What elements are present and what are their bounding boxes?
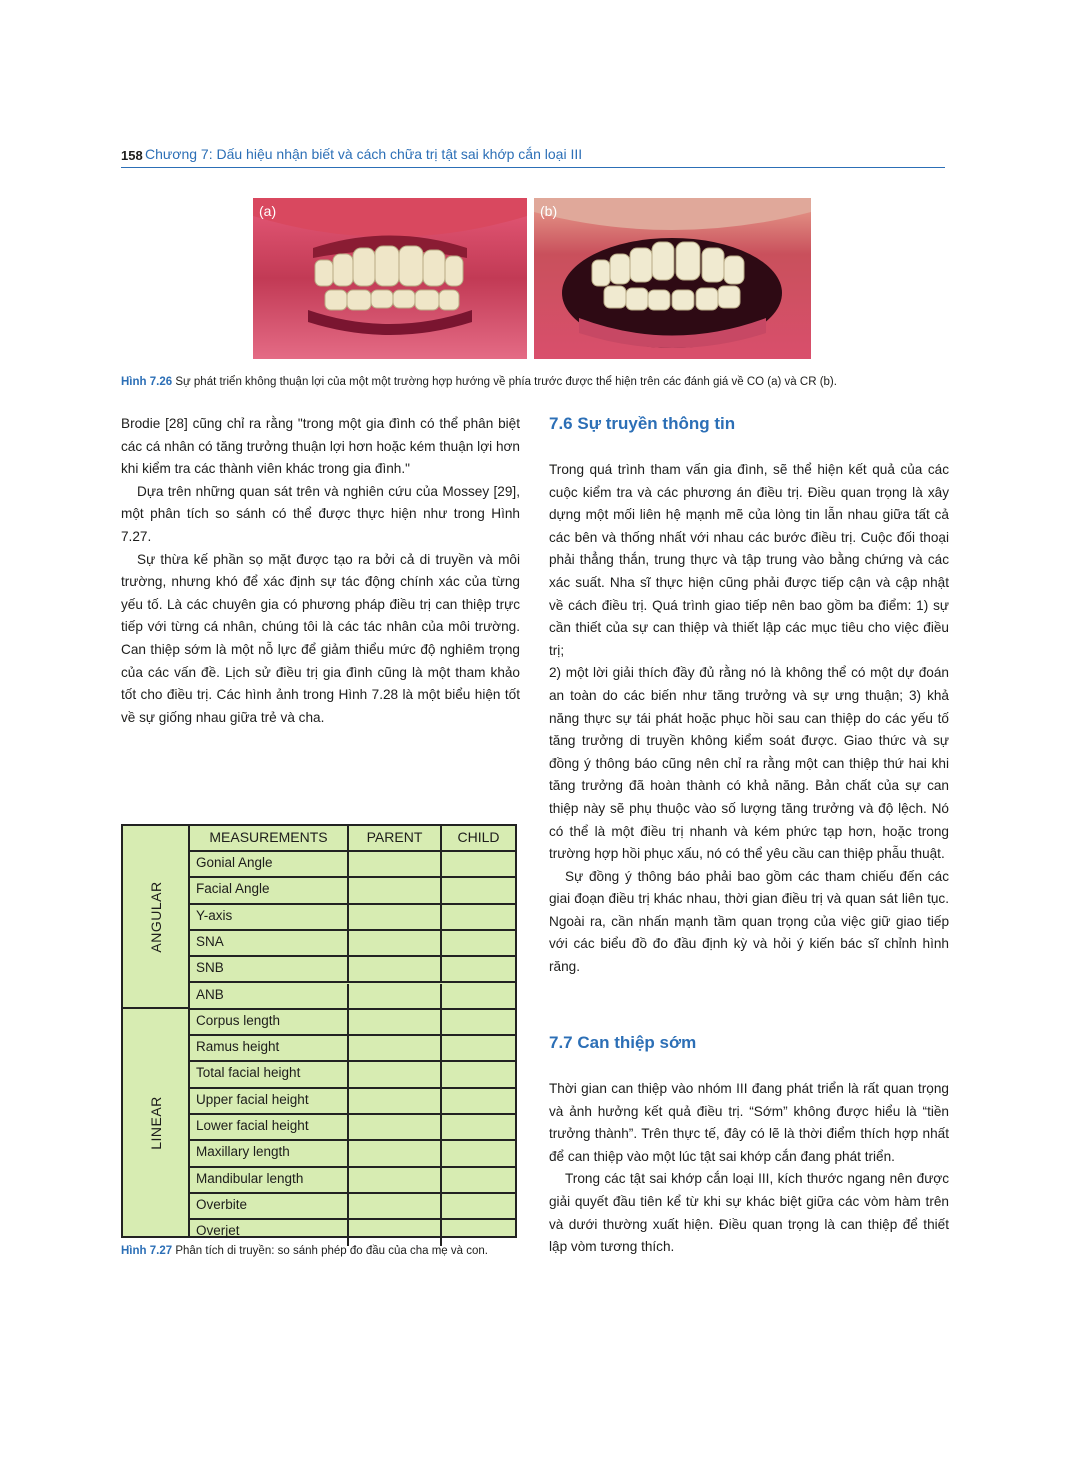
parent-value-cell (349, 1141, 442, 1165)
section-76-body (549, 459, 949, 979)
measurement-name: SNA (190, 931, 349, 955)
child-value-cell (442, 1115, 515, 1139)
section-heading-76: 7.6 Sự truyền thông tin (549, 414, 736, 433)
child-value-cell (442, 878, 515, 902)
child-value-cell (442, 1168, 515, 1192)
header-child: CHILD (442, 826, 515, 852)
figure-727-label: Hình 7.27 (121, 1245, 173, 1257)
table-row (190, 1089, 515, 1115)
parent-value-cell (349, 957, 442, 981)
parent-value-cell (349, 1062, 442, 1086)
section-77-body (549, 1078, 949, 1259)
child-value-cell (442, 905, 515, 929)
child-value-cell (442, 1089, 515, 1113)
parent-value-cell (349, 1036, 442, 1060)
table-row (190, 1168, 515, 1194)
table-row (190, 1194, 515, 1220)
measurement-table (121, 824, 517, 1238)
measurement-name: Mandibular length (190, 1168, 349, 1192)
table-row (190, 1062, 515, 1088)
child-value-cell (442, 931, 515, 955)
paragraph: Brodie [28] cũng chỉ ra rằng "trong một gia đình có thể phân biệt các cá nhân có tăng trưởng thuận lợi hơn hoặc kém thuận lợi hơn khi kiểm tra các thành viên khác trong gia đình." (121, 416, 520, 477)
photo-co-teeth (253, 198, 527, 359)
header-parent: PARENT (349, 826, 442, 852)
measurement-name: Ramus height (190, 1036, 349, 1060)
paragraph: Sự thừa kế phần sọ mặt được tạo ra bởi cả di truyền và môi trường, nhưng khó để xác định sự tác động chính xác của từng yếu tố. Là các chuyên gia có phương pháp điều trị can thiệp trực tiếp với từng cá nhân, chúng tôi là các tác nhân của môi trường. Can thiệp sớm là một nỗ lực để giảm thiểu mức độ nghiêm trọng của các vấn đề. Lịch sử điều trị gia đình cũng là một tham khảo tốt cho điều trị. Các hình ảnh trong Hình 7.28 là một biểu hiện tốt về sự giống nhau giữa trẻ và cha. (121, 551, 520, 725)
table-row (190, 852, 515, 878)
paragraph: Dựa trên những quan sát trên và nghiên cứu của Mossey [29], một phân tích so sánh có thể được thực hiện như trong Hình 7.27. (121, 483, 520, 544)
figure-726-caption (121, 373, 951, 392)
panel-label-a: (a) (259, 203, 277, 219)
table-row (190, 957, 515, 983)
group-angular (123, 826, 190, 1009)
measurement-name: ANB (190, 984, 349, 1008)
figure-727-caption (121, 1242, 517, 1261)
group-angular-label: ANGULAR (147, 880, 164, 953)
measurement-name: Gonial Angle (190, 852, 349, 876)
group-linear (123, 1009, 190, 1236)
group-linear-label: LINEAR (147, 1095, 164, 1150)
chapter-title: Chương 7: Dấu hiệu nhận biết và cách chữa trị tật sai khớp cắn loại III (145, 146, 583, 162)
table-row (190, 878, 515, 904)
parent-value-cell (349, 905, 442, 929)
child-value-cell (442, 1010, 515, 1034)
parent-value-cell (349, 1010, 442, 1034)
panel-label-b: (b) (540, 203, 558, 219)
figure-726-label: Hình 7.26 (121, 376, 173, 388)
figure-727-text: Phân tích di truyền: so sánh phép đo đầu của cha mẹ và con. (172, 1245, 488, 1257)
measurement-name: Maxillary length (190, 1141, 349, 1165)
child-value-cell (442, 1194, 515, 1218)
table-row (190, 1115, 515, 1141)
parent-value-cell (349, 1089, 442, 1113)
paragraph: Sự đồng ý thông báo phải bao gồm các tham chiếu đến các giai đoạn điều trị khác nhau, thời gian điều trị và quan sát liên tục. Ngoài ra, cần nhấn mạnh tầm quan trọng của việc giữ giao tiếp với các biểu đồ đo đầu định kỳ và hỏi ý kiến bác sĩ chỉnh hình răng. (549, 868, 949, 975)
parent-value-cell (349, 931, 442, 955)
parent-value-cell (349, 852, 442, 876)
measurement-name: Facial Angle (190, 878, 349, 902)
child-value-cell (442, 1062, 515, 1086)
section-heading-77: 7.7 Can thiệp sớm (549, 1033, 697, 1052)
measurement-name: Corpus length (190, 1010, 349, 1034)
table-row (190, 1010, 515, 1036)
measurement-name: Upper facial height (190, 1089, 349, 1113)
measurement-name: SNB (190, 957, 349, 981)
child-value-cell (442, 1036, 515, 1060)
table-row (190, 984, 515, 1010)
table-row (190, 1141, 515, 1167)
table-row (190, 1036, 515, 1062)
figure-726-text: Sự phát triển không thuận lợi của một một trường hợp hướng về phía trước được thể hiện trên các đánh giá về CO (a) và CR (b). (172, 376, 837, 388)
parent-value-cell (349, 984, 442, 1008)
header-measurements: MEASUREMENTS (190, 826, 349, 852)
child-value-cell (442, 852, 515, 876)
paragraph: Trong các tật sai khớp cắn loại III, kích thước ngang nên được giải quyết đầu tiên kể từ khi sự khác biệt giữa các vòm hàm trên và dưới thường xuất hiện. Điều quan trọng là can thiệp để thiết lập vòm tương thích. (549, 1171, 949, 1255)
table-row (190, 905, 515, 931)
parent-value-cell (349, 1194, 442, 1218)
photo-cr-teeth (534, 198, 811, 359)
measurement-name: Overjet (190, 1220, 349, 1246)
parent-value-cell (349, 1115, 442, 1139)
page-number: 158 (121, 148, 143, 163)
measurement-name: Overbite (190, 1194, 349, 1218)
paragraph: Trong quá trình tham vấn gia đình, sẽ thể hiện kết quả của các cuộc kiểm tra và các phương án điều trị. Điều quan trọng là xây dựng một mối liên hệ mạnh mẽ của lòng tin lẫn nhau giữa tất cả các bên và thống nhất với nhau các bước điều trị. Cuộc đối thoại phải thẳng thắn, trung thực và tập trung vào bằng chứng và các xác suất. Nha sĩ thực hiện cũng phải được tiếp cận và cập nhật về cách điều trị. Quá trình giao tiếp nên bao gồm ba điểm: 1) sự cần thiết của sự can thiệp và thiết lập các mục tiêu cho việc điều trị; (549, 462, 949, 658)
parent-value-cell (349, 1168, 442, 1192)
measurement-name: Y-axis (190, 905, 349, 929)
parent-value-cell (349, 878, 442, 902)
table-row (190, 931, 515, 957)
measurement-name: Lower facial height (190, 1115, 349, 1139)
child-value-cell (442, 984, 515, 1008)
measurement-name: Total facial height (190, 1062, 349, 1086)
child-value-cell (442, 957, 515, 981)
left-column (121, 413, 520, 729)
paragraph: 2) một lời giải thích đầy đủ rằng nó là không thể có một dự đoán an toàn do các biến như tăng trưởng và sự ưng thuận; 3) khả năng thực sự tái phát hoặc phục hồi sau can thiệp do các yếu tố tăng trưởng di truyền không kiểm soát được. Giao thức và sự đồng ý thông báo cũng nên chỉ ra rằng một can thiệp thứ hai khi tăng trưởng đã hoàn thành có khả năng. Bản chất của sự can thiệp này sẽ phụ thuộc vào số lượng tăng trưởng và độ lệch. Nó có thể là một điều trị nhanh và kém phức tạp hơn, hoặc trong trường hợp hồi phục xấu, nó có thể yêu cầu can thiệp phẫu thuật. (549, 665, 949, 862)
child-value-cell (442, 1141, 515, 1165)
paragraph: Thời gian can thiệp vào nhóm III đang phát triển là rất quan trọng và ảnh hưởng kết quả điều trị. “Sớm” không được hiểu là “tiền trưởng thành”. Trên thực tế, đây có lẽ là thời điểm thích hợp nhất để can thiệp vào một lúc tật sai khớp cắn đang phát triển. (549, 1081, 949, 1164)
running-header (121, 145, 945, 168)
